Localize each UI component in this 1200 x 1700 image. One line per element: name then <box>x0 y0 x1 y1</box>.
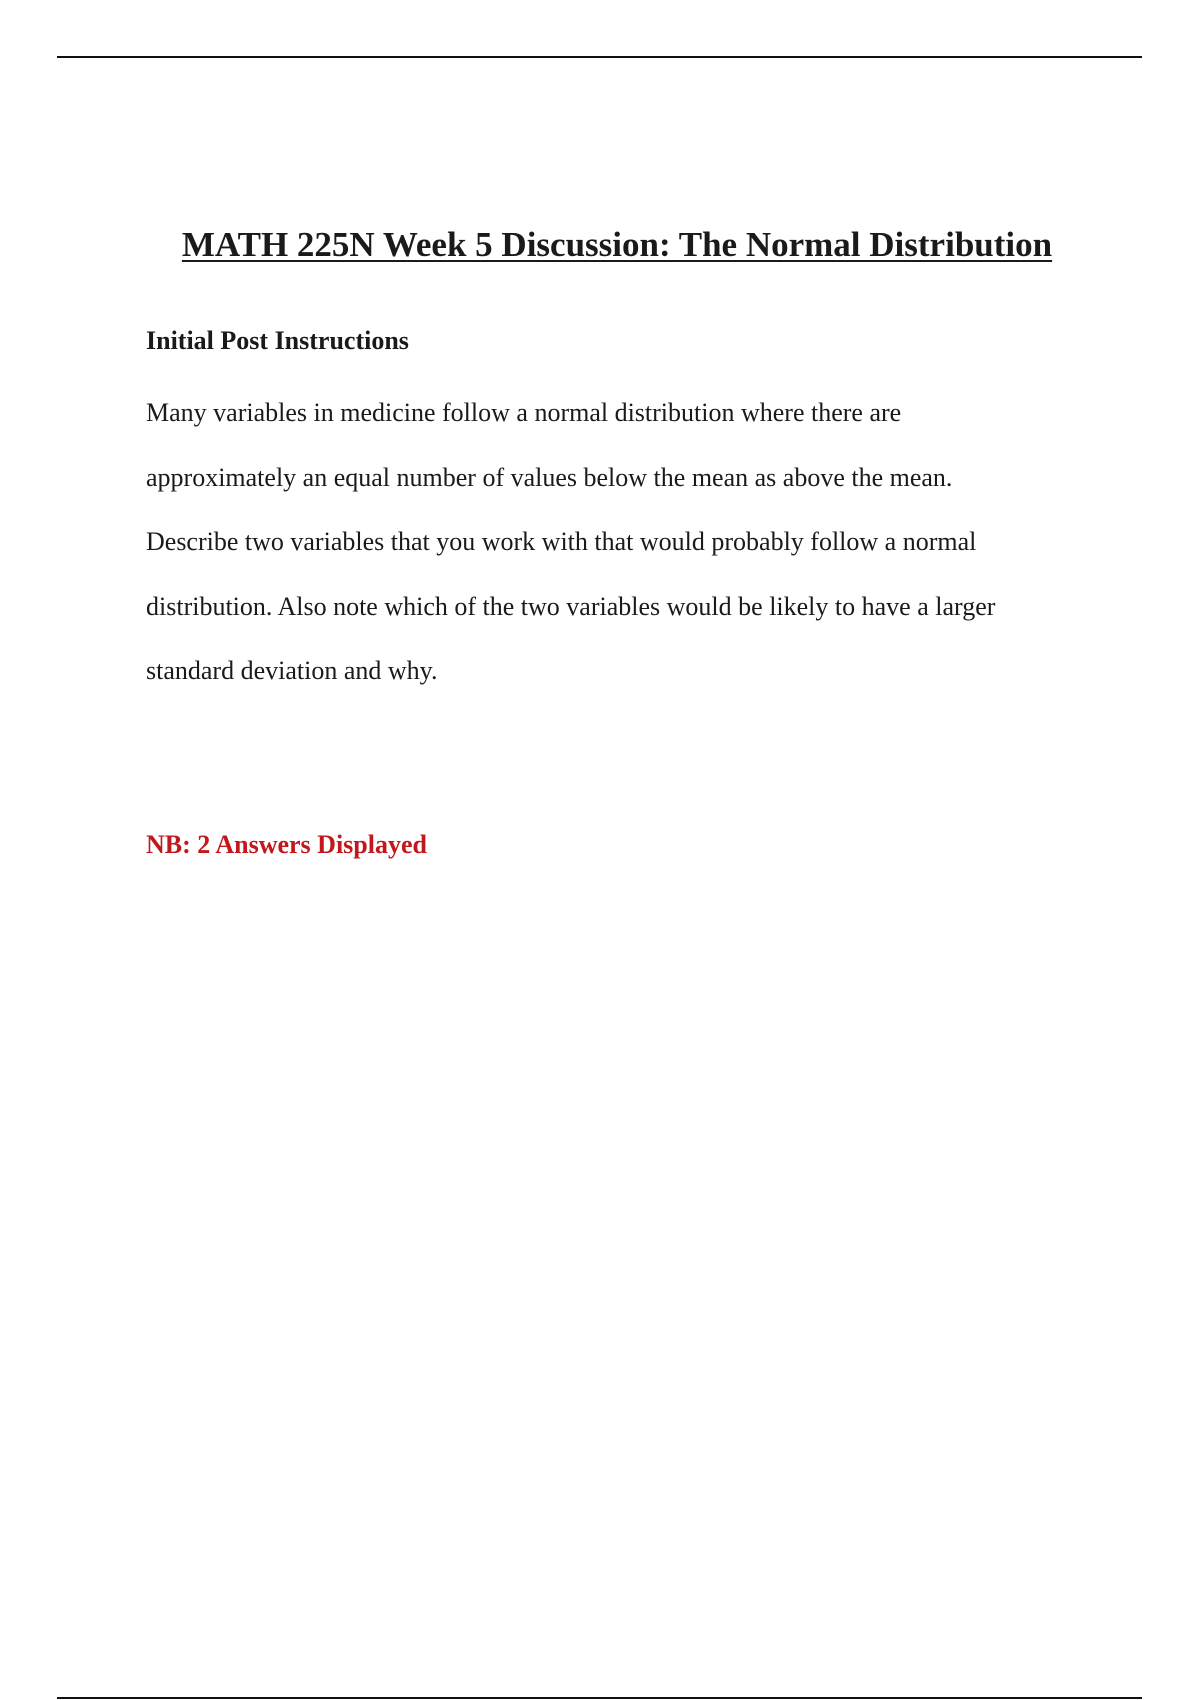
bottom-rule <box>57 1697 1142 1699</box>
instructions-paragraph <box>146 397 1086 720</box>
section-heading: Initial Post Instructions <box>146 326 409 355</box>
paragraph-line: approximately an equal number of values below the mean as above the mean. <box>146 462 953 492</box>
answers-note: NB: 2 Answers Displayed <box>146 830 427 859</box>
paragraph-line: distribution. Also note which of the two variables would be likely to have a larger <box>146 591 996 621</box>
paragraph-line: Describe two variables that you work with that would probably follow a normal <box>146 527 977 556</box>
paragraph-line: standard deviation and why. <box>146 656 438 685</box>
document-title: MATH 225N Week 5 Discussion: The Normal Distribution <box>181 225 1053 264</box>
top-rule <box>57 56 1142 58</box>
paragraph-line: Many variables in medicine follow a normal distribution where there are <box>146 398 902 427</box>
